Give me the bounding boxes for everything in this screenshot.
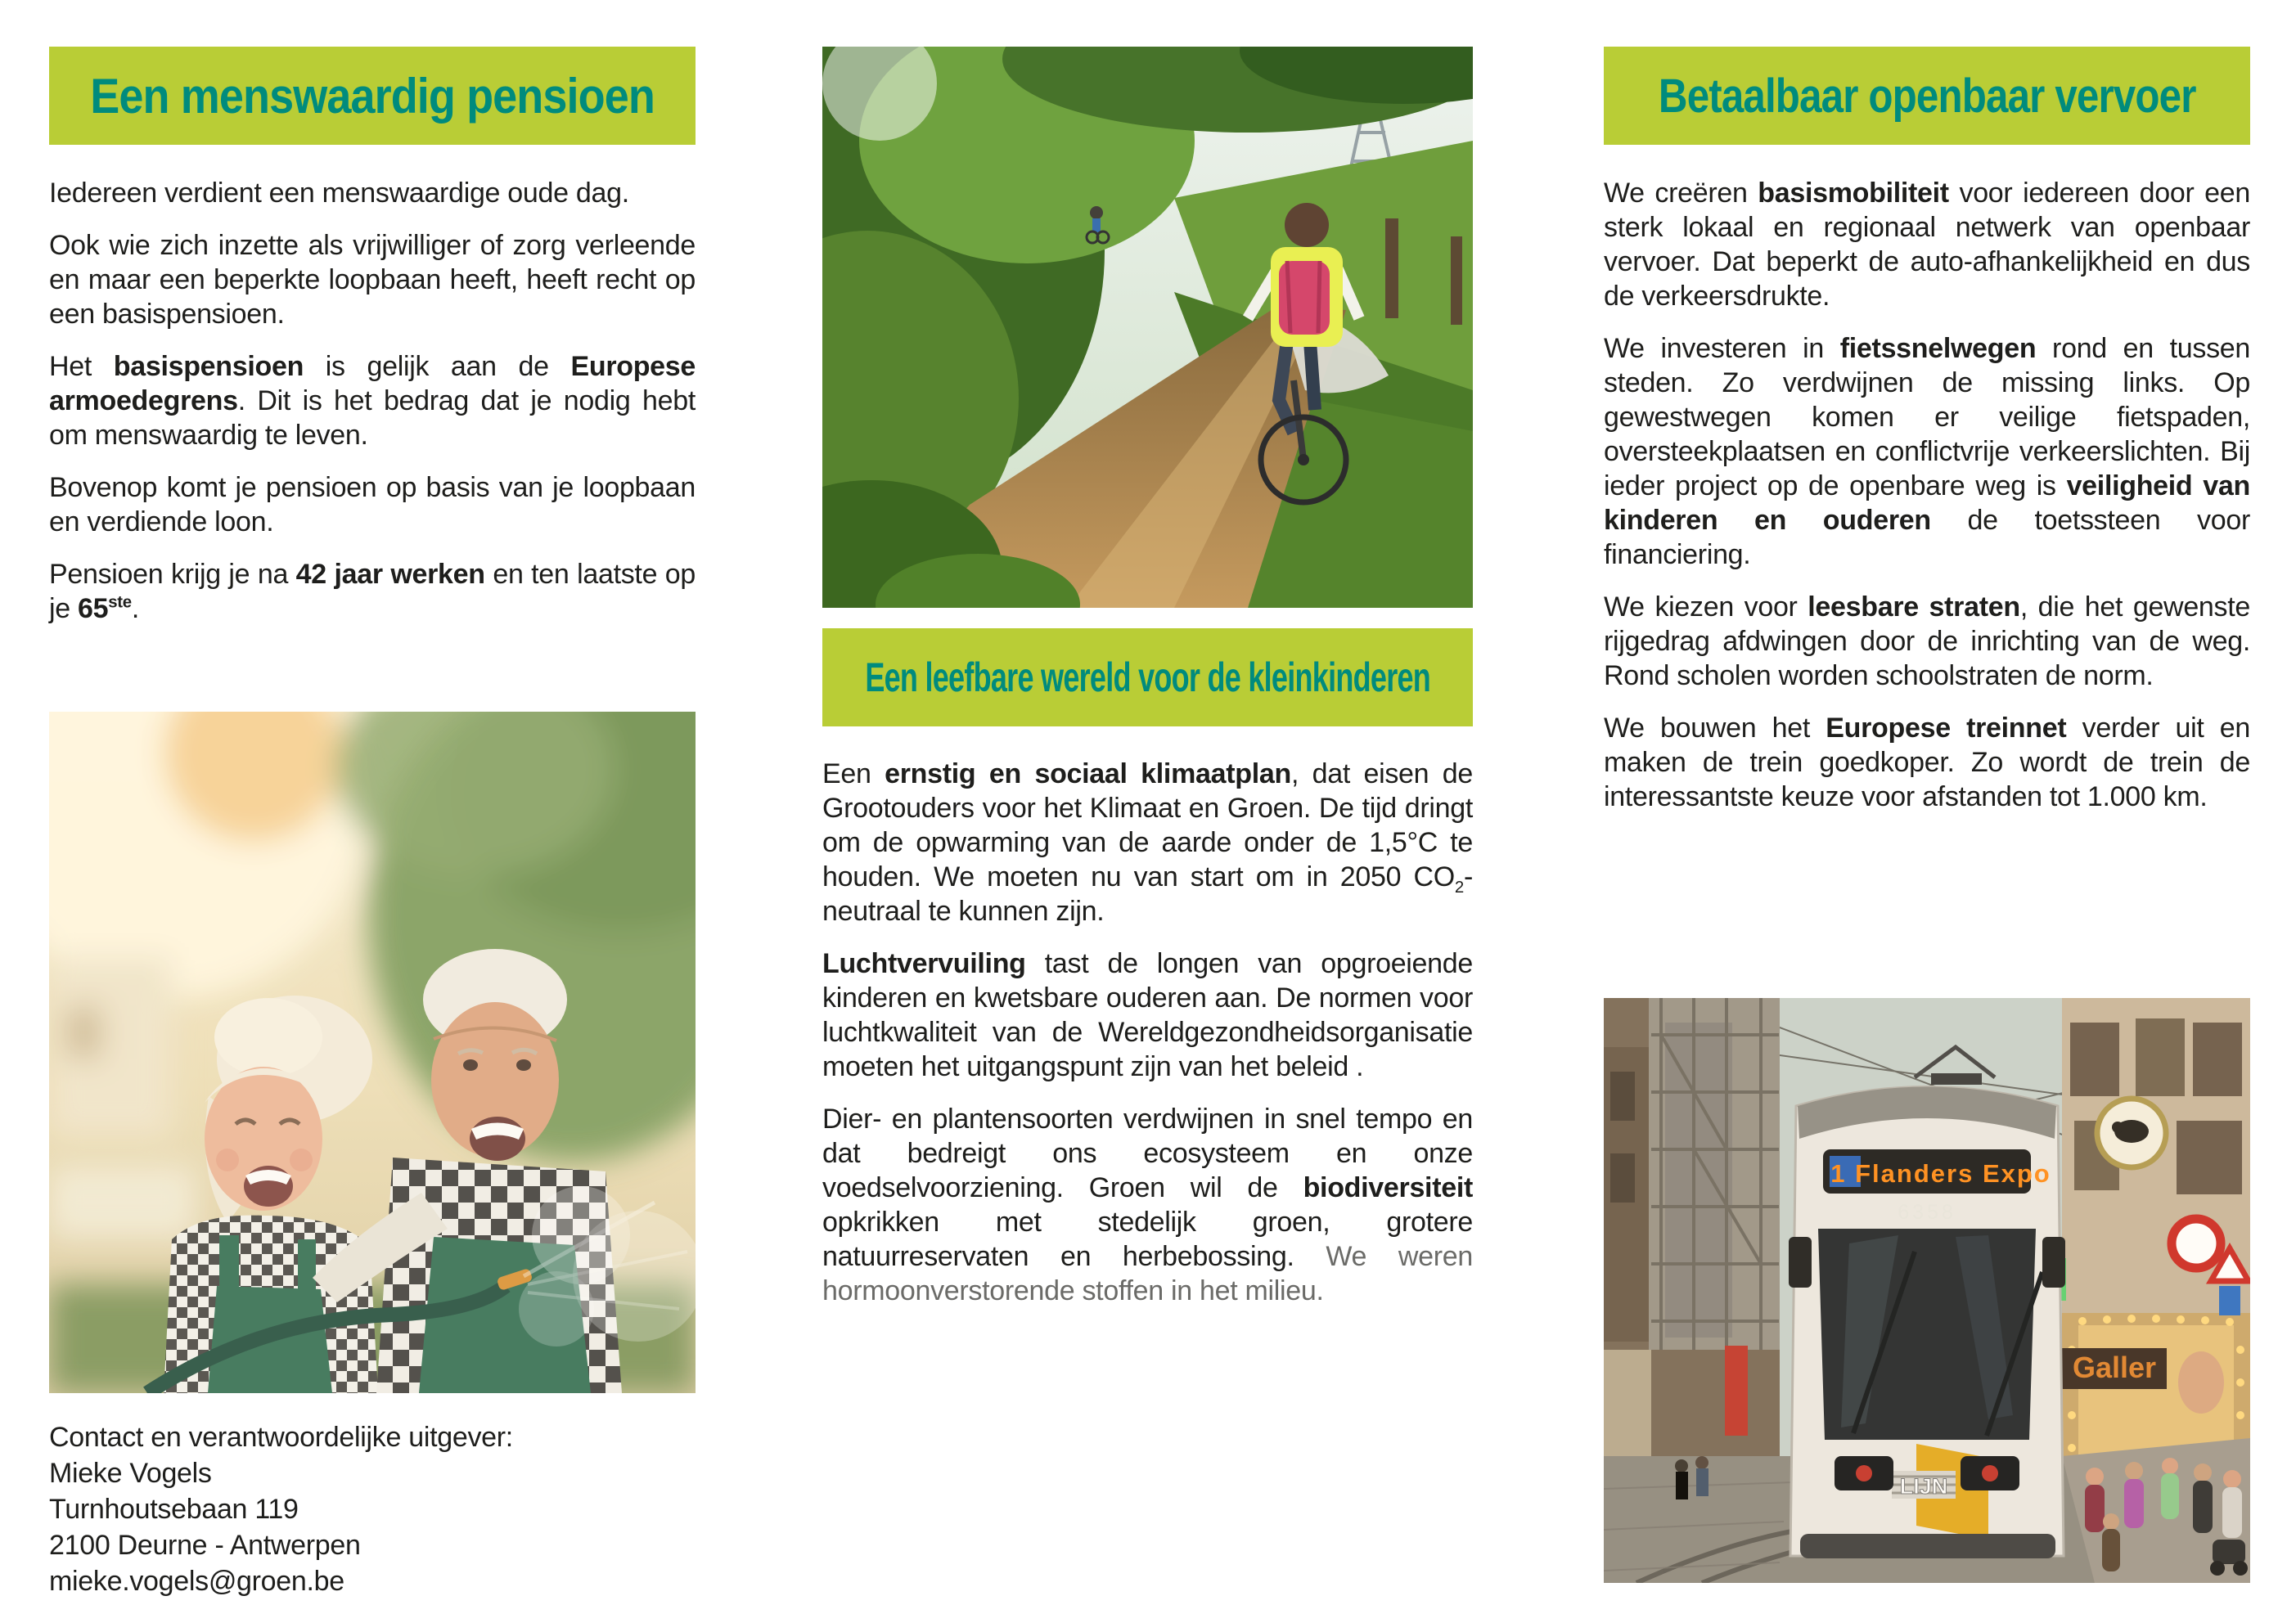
transport-header-banner [1604,47,2250,145]
paragraph: Ook wie zich inzette als vrijwilliger of zorg verleende en maar een beperkte loopbaan heeft, heeft recht op een basispensioen. [49,230,696,330]
paragraph: We investeren in fietssnelwegen rond en tussen steden. Zo verdwijnen de missing links. Op gewestwegen komen er veilige fietspaden, oversteekplaatsen en conflictvrije verkeerslichten. Bij ieder project op de openbare weg is veiligheid van kinderen en ouderen de toetssteen voor financiering. [1604,333,2250,570]
lijn-logo-text: LIJN [1899,1474,1948,1499]
fence-post2 [1451,236,1462,325]
warm-light-overlay [1604,998,2250,1583]
contact-line: mieke.vogels@groen.be [49,1566,344,1597]
galler-sign-text: Galler [2072,1351,2157,1384]
paragraph: Het basispensioen is gelijk aan de Europese armoedegrens. Dit is het bedrag dat je nodig hebt om menswaardig te leven. [49,351,696,451]
climate-header-banner [822,628,1473,726]
paragraph: Bovenop komt je pensioen op basis van je loopbaan en verdiende loon. [49,472,696,537]
contact-line: Turnhoutsebaan 119 [49,1494,299,1525]
destination-text: 1 Flanders Expo [1830,1159,2051,1188]
climate-body [822,757,1473,1326]
paragraph: Luchtvervuiling tast de longen van opgroeiende kinderen en kwetsbare ouderen aan. De normen voor luchtkwaliteit van de Wereldgezondheidsorganisatie moeten het uitgangspunt zijn van het beleid . [822,948,1473,1082]
panel-climate [822,0,1473,1623]
panel-transport [1604,0,2250,1623]
paragraph: Iedereen verdient een menswaardige oude dag. [49,178,629,209]
contact-block [49,1419,696,1599]
transport-title: Betaalbaar openbaar vervoer [1658,69,2196,123]
contact-line: Mieke Vogels [49,1458,212,1489]
photo-cycling-path [822,47,1473,608]
pension-header-banner [49,47,696,145]
cyclist-illustration [822,47,1473,608]
photo-tram-street [1604,998,2250,1583]
vehicle-number: 6358 [1898,1201,1956,1224]
pension-title: Een menswaardig pensioen [90,68,655,124]
paragraph: Pensioen krijg je na 42 jaar werken en ten laatste op je 65ste. [49,559,696,624]
paragraph: Dier- en plantensoorten verdwijnen in snel tempo en dat bedreigt ons ecosysteem en onze voedselvoorziening. Groen wil de biodiversiteit opkrikken met stedelijk groen, grotere natuurreservaten en herbebossing. We weren hormoonverstorende stoffen in het milieu. [822,1104,1473,1306]
fence-post [1385,218,1398,318]
paragraph: We bouwen het Europese treinnet verder uit en maken de trein goedkoper. Zo wordt de trein de interessantste keuze voor afstanden tot 1.000 km. [1604,713,2251,812]
contact-line: 2100 Deurne - Antwerpen [49,1530,361,1561]
contact-line: Contact en verantwoordelijke uitgever: [49,1422,513,1453]
transport-body [1604,176,2250,832]
sunlight-overlay [49,712,696,1393]
elderly-couple-illustration [49,712,696,1393]
pension-body [49,176,696,644]
tram-illustration [1604,998,2250,1583]
photo-elderly-couple [49,712,696,1393]
paragraph: Een ernstig en sociaal klimaatplan, dat eisen de Grootouders voor het Klimaat en Groen. De tijd dringt om de opwarming van de aarde onder de 1,5°C te houden. We moeten nu van start om in 2050 $CO_2$-neutraal te kunnen zijn. [822,758,1473,927]
climate-title: Een leefbare wereld voor de kleinkinderen [865,654,1430,700]
panel-pension [49,0,696,1623]
cyclist-head [1285,203,1329,247]
paragraph: We kiezen voor leesbare straten, die het gewenste rijgedrag afdwingen door de inrichting van de weg. Rond scholen worden schoolstraten de norm. [1604,591,2250,691]
paragraph: We creëren basismobiliteit voor iedereen door een sterk lokaal en regionaal netwerk van openbaar vervoer. Dat beperkt de auto-afhankelijkheid en dus de verkeersdrukte. [1604,178,2250,312]
